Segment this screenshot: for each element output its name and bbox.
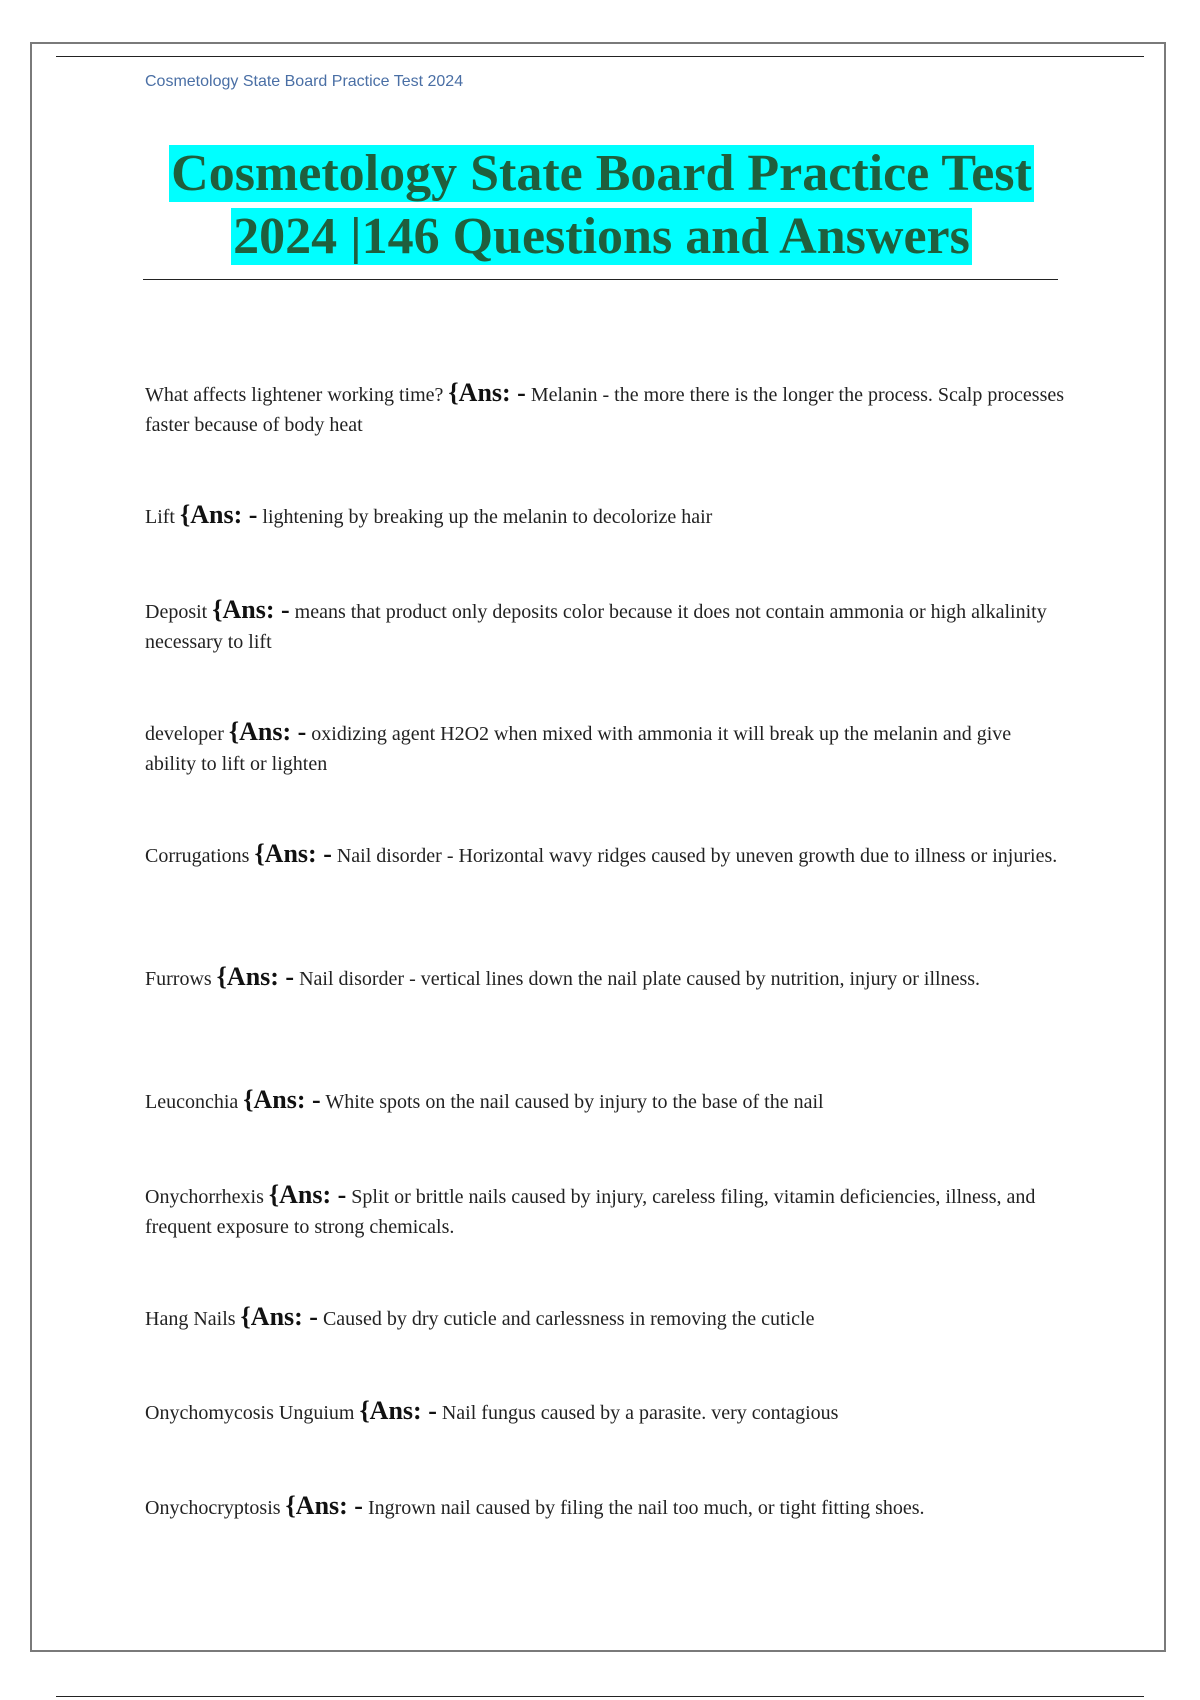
title-line-1 <box>145 142 1058 205</box>
answer-marker: {Ans: - <box>268 1180 347 1209</box>
qa-item <box>145 717 1065 779</box>
answer-marker: {Ans: - <box>243 1085 321 1114</box>
bottom-rule <box>56 1696 1144 1697</box>
answer-marker: {Ans: - <box>180 500 258 529</box>
qa-term: Lift <box>145 506 175 528</box>
qa-answer: Melanin - the more there is the longer the process. Scalp processes faster because of body heat <box>145 384 1065 436</box>
title-line-2 <box>145 205 1058 268</box>
qa-item <box>145 1491 1065 1523</box>
qa-answer: Nail disorder - vertical lines down the nail plate caused by nutrition, injury or illness. <box>299 968 981 990</box>
qa-answer: oxidizing agent H2O2 when mixed with ammonia it will break up the melanin and give ability to lift or lighten <box>145 723 1012 775</box>
qa-term: Furrows <box>145 968 212 990</box>
qa-term: developer <box>145 723 224 745</box>
answer-marker: {Ans: - <box>285 1491 363 1520</box>
qa-item <box>145 378 1065 440</box>
qa-item <box>145 1180 1065 1242</box>
qa-term: Corrugations <box>145 845 250 867</box>
answer-marker: {Ans: - <box>359 1396 437 1425</box>
title-underline <box>143 279 1058 280</box>
qa-answer: Caused by dry cuticle and carlessness in removing the cuticle <box>322 1308 815 1330</box>
running-header: Cosmetology State Board Practice Test 2024 <box>145 73 464 90</box>
title-line-2-text: 2024 |146 Questions and Answers <box>233 208 970 265</box>
qa-item <box>145 839 1065 871</box>
qa-term: Hang Nails <box>145 1308 236 1330</box>
qa-item <box>145 1085 1065 1117</box>
top-rule <box>56 56 1144 57</box>
qa-item <box>145 595 1065 657</box>
document-title <box>145 142 1058 268</box>
answer-marker: {Ans: - <box>448 378 526 407</box>
answer-marker: {Ans: - <box>240 1302 318 1331</box>
qa-answer: Nail disorder - Horizontal wavy ridges caused by uneven growth due to illness or injuries. <box>336 845 1058 867</box>
qa-term: Onychocryptosis <box>145 1497 281 1519</box>
qa-answer: Nail fungus caused by a parasite. very contagious <box>441 1402 839 1424</box>
qa-term: Onychomycosis Unguium <box>145 1402 355 1424</box>
answer-marker: {Ans: - <box>254 839 332 868</box>
qa-item <box>145 1302 1065 1334</box>
qa-answer: means that product only deposits color because it does not contain ammonia or high alkalinity necessary to lift <box>145 601 1047 653</box>
qa-term: Leuconchia <box>145 1091 239 1113</box>
qa-item <box>145 962 1065 994</box>
qa-term: Onychorrhexis <box>145 1186 264 1208</box>
qa-answer: Split or brittle nails caused by injury, careless filing, vitamin deficiencies, illness, and frequent exposure to strong chemicals. <box>145 1186 1036 1238</box>
qa-item <box>145 500 1065 532</box>
qa-term: What affects lightener working time? <box>145 384 444 406</box>
qa-answer: Ingrown nail caused by filing the nail too much, or tight fitting shoes. <box>367 1497 925 1519</box>
title-line-1-text: Cosmetology State Board Practice Test <box>171 145 1032 202</box>
answer-marker: {Ans: - <box>216 962 295 991</box>
answer-marker: {Ans: - <box>228 717 307 746</box>
qa-answer: lightening by breaking up the melanin to decolorize hair <box>262 506 713 528</box>
qa-answer: White spots on the nail caused by injury to the base of the nail <box>325 1091 824 1113</box>
qa-item <box>145 1396 1065 1428</box>
answer-marker: {Ans: - <box>212 595 290 624</box>
qa-term: Deposit <box>145 601 208 623</box>
